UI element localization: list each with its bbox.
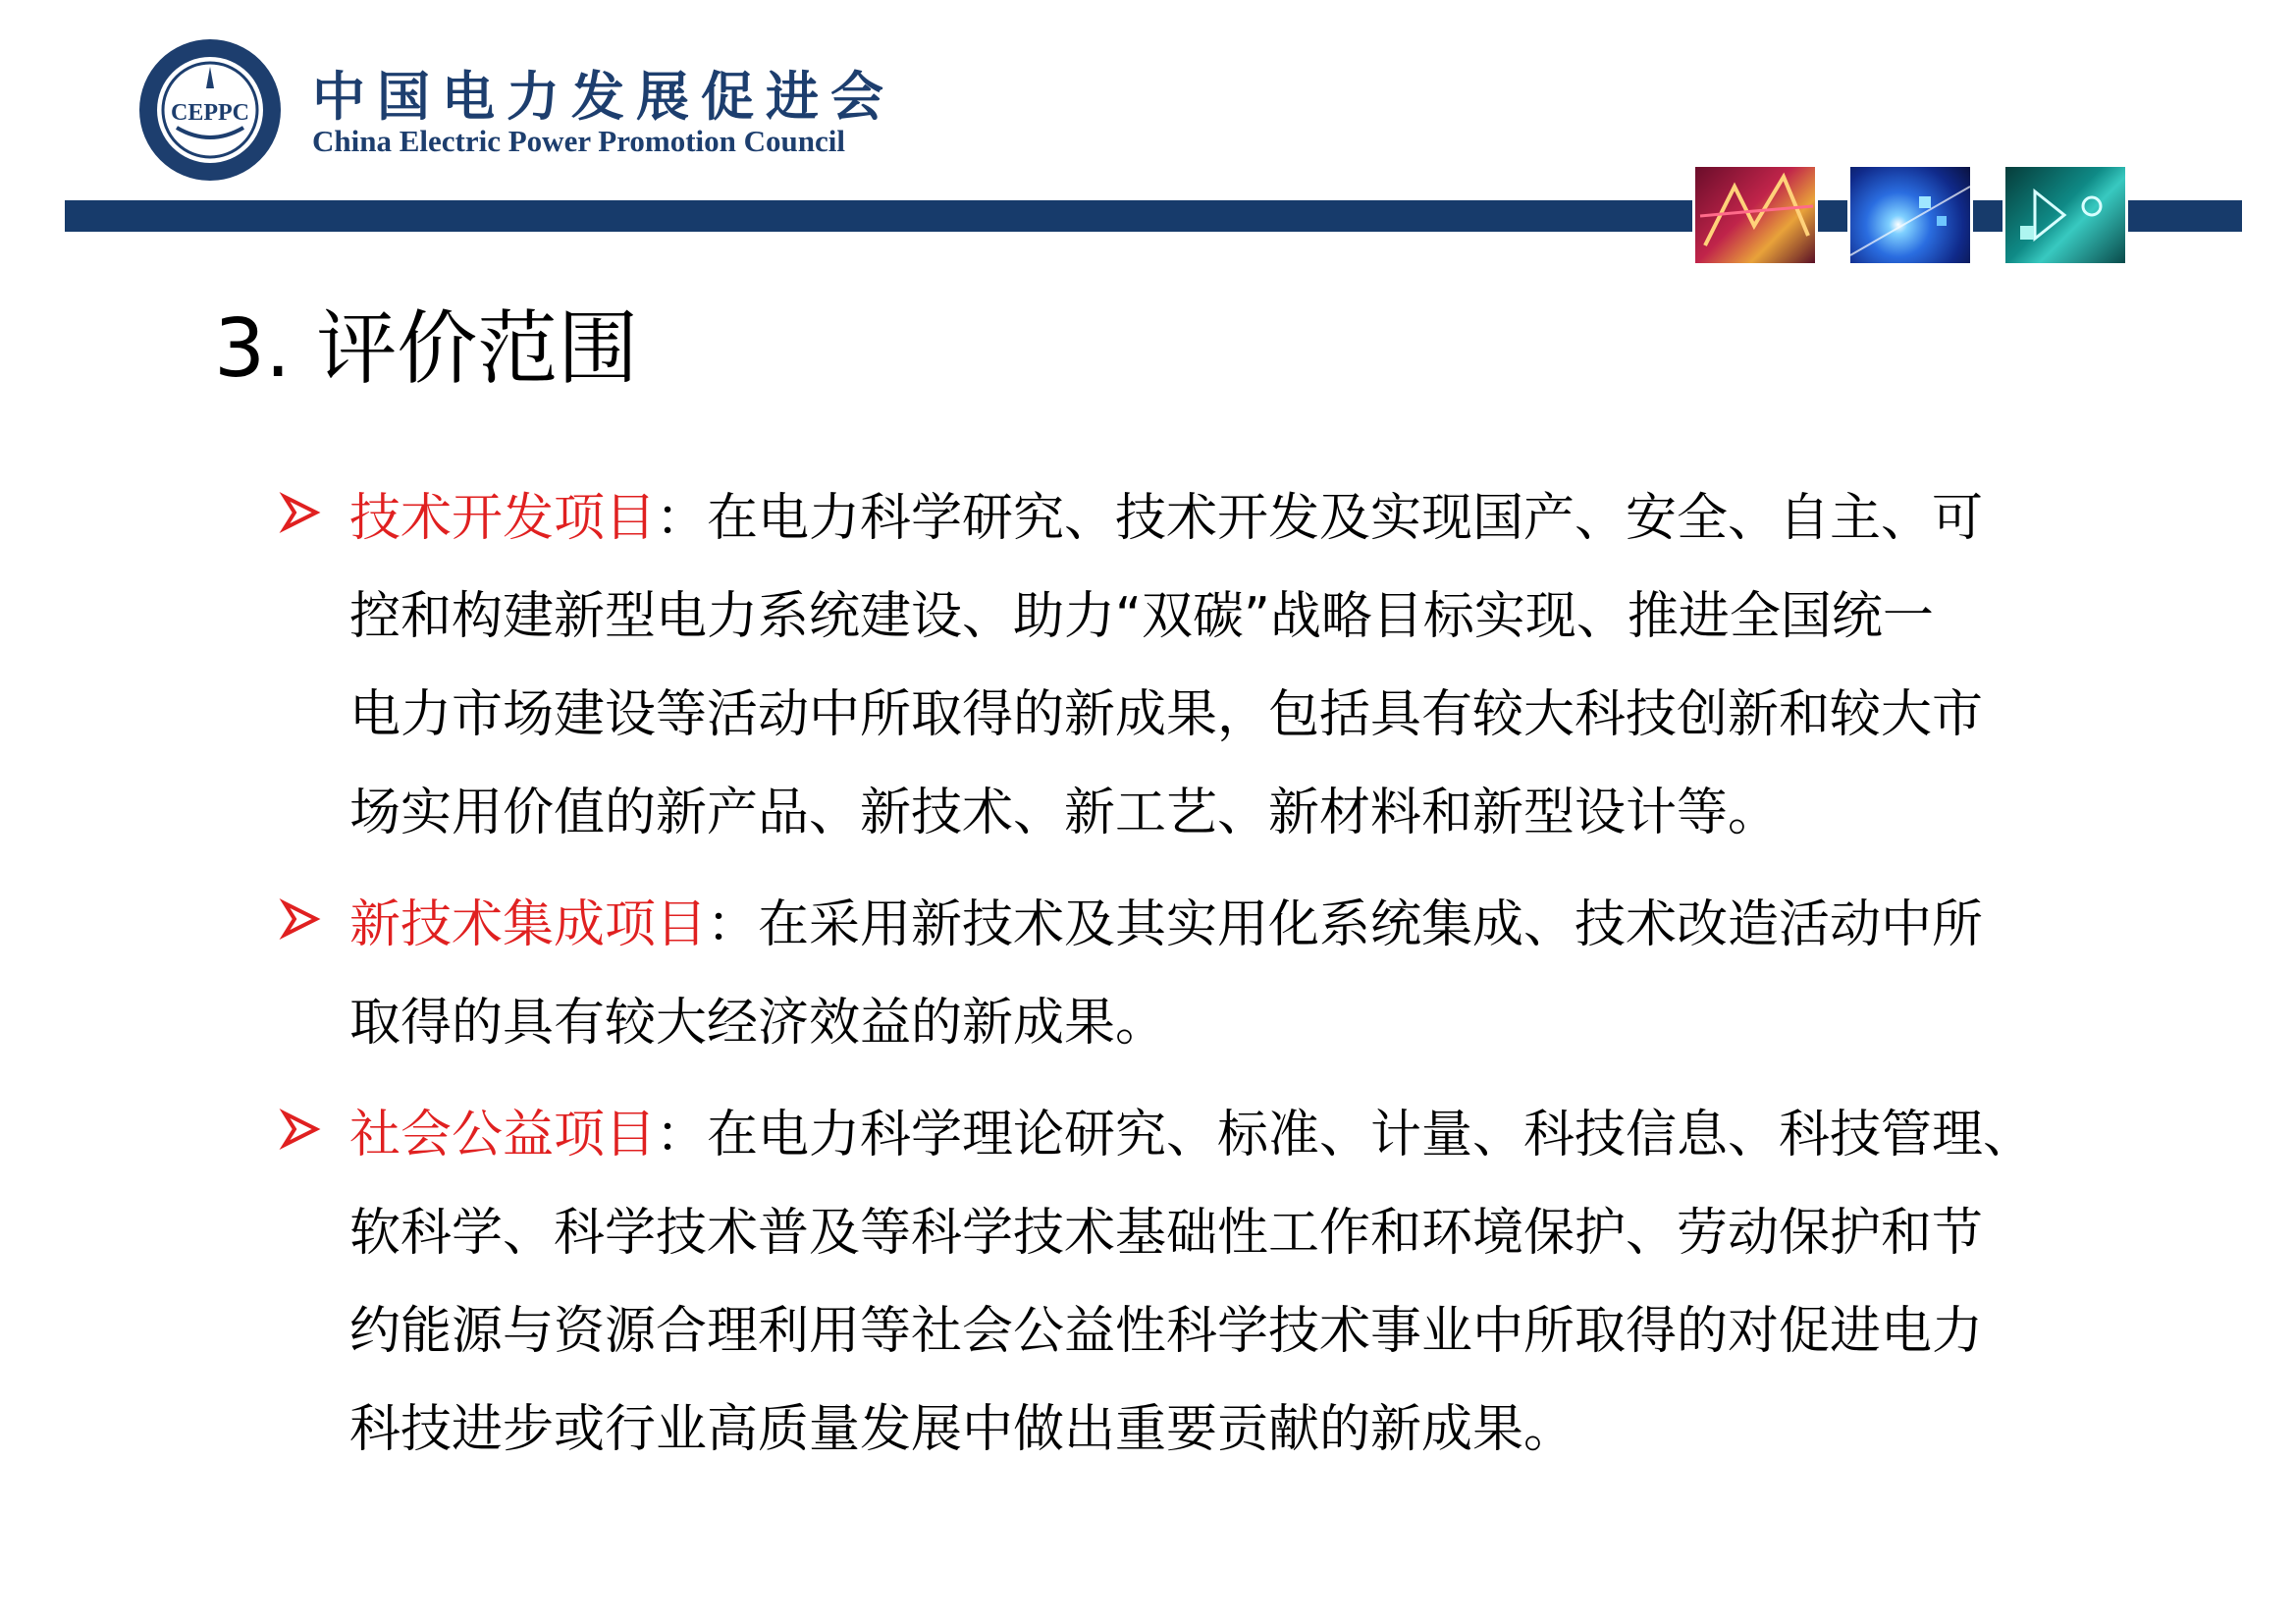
bullet-line: 场实用价值的新产品、新技术、新工艺、新材料和新型设计等。	[349, 784, 1780, 842]
bullet-line-text: 在电力科学研究、技术开发及实现国产、安全、自主、可	[707, 489, 1984, 548]
bullet-line: 软科学、科学技术普及等科学技术基础性工作和环境保护、劳动保护和节	[349, 1204, 1984, 1263]
bullet-separator: ：	[707, 895, 759, 954]
arrow-bullet-icon	[279, 890, 322, 948]
bullet-list	[275, 469, 2160, 1492]
decorative-thumbnail-teal	[2002, 164, 2128, 266]
bullet-heading: 技术开发项目	[349, 489, 657, 548]
slide-header	[0, 0, 2296, 275]
bullet-separator: ：	[656, 489, 708, 548]
bullet-heading: 新技术集成项目	[349, 895, 708, 954]
bullet-line: 取得的具有较大经济效益的新成果。	[349, 994, 1167, 1053]
bullet-line	[349, 876, 2160, 974]
bullet-heading: 社会公益项目	[349, 1106, 657, 1164]
arrow-bullet-icon	[279, 483, 322, 542]
arrow-bullet-icon	[279, 1100, 322, 1159]
bullet-line: 电力市场建设等活动中所取得的新成果，包括具有较大科技创新和较大市	[349, 685, 1984, 744]
bullet-item-tech-development	[275, 469, 2160, 862]
bullet-line-text: 在电力科学理论研究、标准、计量、科技信息、科技管理、	[707, 1106, 2035, 1164]
org-name-english: China Electric Power Promotion Council	[312, 124, 846, 158]
bullet-item-public-welfare	[275, 1086, 2160, 1479]
ceppc-logo	[137, 37, 283, 183]
decorative-thumbnail-blue	[1847, 164, 1973, 266]
decorative-thumbnail-red	[1692, 164, 1818, 266]
bullet-line	[349, 469, 2160, 568]
bullet-separator: ：	[656, 1106, 708, 1164]
org-name-chinese: 中国电力发展促进会	[312, 66, 895, 128]
bullet-line: 控和构建新型电力系统建设、助力“双碳”战略目标实现、推进全国统一	[349, 587, 1934, 646]
bullet-line: 约能源与资源合理利用等社会公益性科学技术事业中所取得的对促进电力	[349, 1302, 1984, 1361]
bullet-line	[349, 1086, 2160, 1184]
bullet-item-tech-integration	[275, 876, 2160, 1072]
bullet-line-text: 在采用新技术及其实用化系统集成、技术改造活动中所	[758, 895, 1984, 954]
slide-title: 3. 评价范围	[214, 302, 639, 396]
logo-text: CEPPC	[171, 100, 249, 126]
bullet-line: 科技进步或行业高质量发展中做出重要贡献的新成果。	[349, 1400, 1575, 1459]
